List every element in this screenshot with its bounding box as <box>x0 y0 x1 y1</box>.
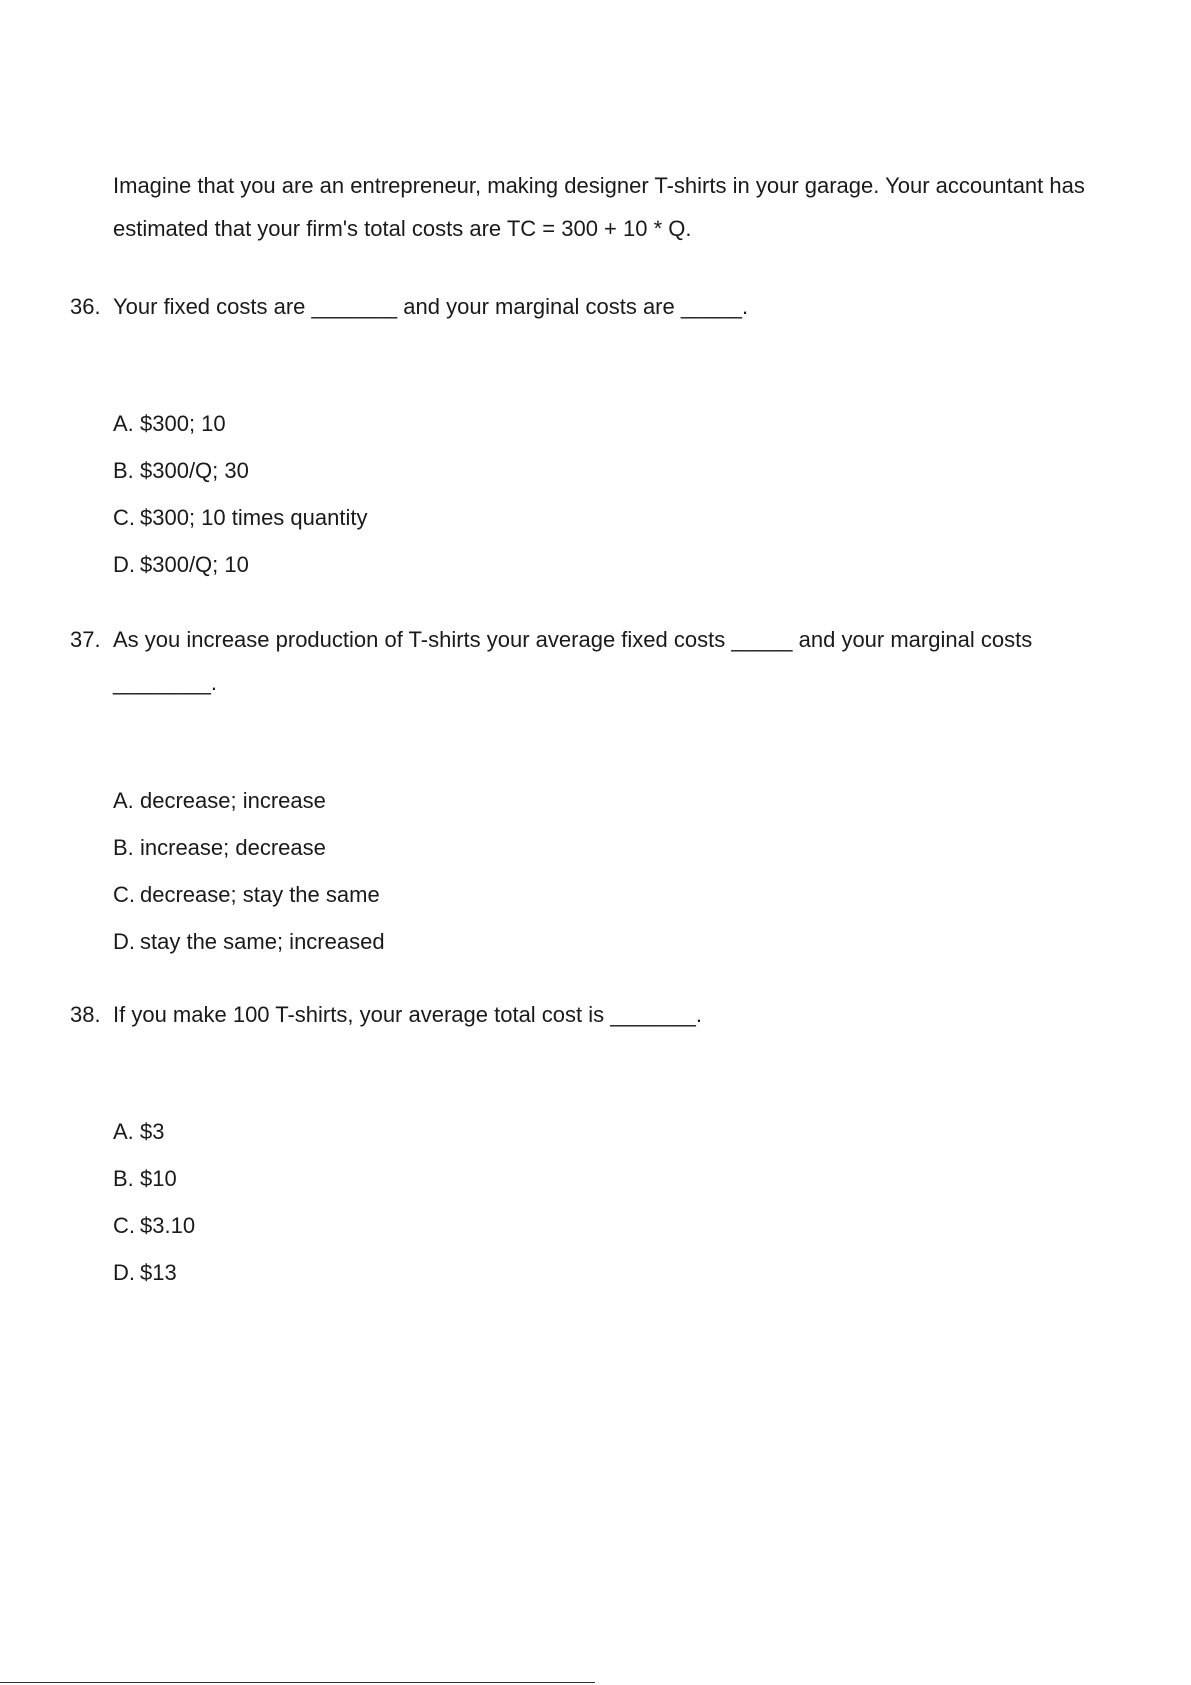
option-text: $300; 10 <box>140 411 226 436</box>
question-number: 38. <box>70 1002 101 1027</box>
option-letter: B. <box>113 458 134 483</box>
footer-rule <box>0 1682 595 1683</box>
answer-options <box>113 400 367 588</box>
question-38 <box>70 993 1120 1285</box>
option-text: $300/Q; 30 <box>140 458 249 483</box>
answer-option <box>113 918 385 965</box>
option-text: stay the same; increased <box>140 929 385 954</box>
question-stem <box>70 993 1120 1036</box>
option-text: $13 <box>140 1260 177 1285</box>
option-text: $300; 10 times quantity <box>140 505 368 530</box>
answer-option <box>113 777 385 824</box>
answer-option <box>113 541 367 588</box>
question-stem <box>70 618 1120 704</box>
question-text: Your fixed costs are _______ and your marginal costs are _____. <box>113 294 749 319</box>
answer-option <box>113 824 385 871</box>
option-letter: D. <box>113 929 135 954</box>
answer-options <box>113 777 385 965</box>
answer-option <box>113 1202 195 1249</box>
option-letter: C. <box>113 505 135 530</box>
option-text: $3 <box>140 1119 165 1144</box>
answer-option <box>113 1155 195 1202</box>
answer-option <box>113 1108 195 1155</box>
question-text: As you increase production of T-shirts your average fixed costs _____ and your marginal costs ________. <box>113 627 1033 695</box>
option-text: decrease; increase <box>140 788 326 813</box>
question-37 <box>70 618 1120 954</box>
option-text: $3.10 <box>140 1213 196 1238</box>
option-letter: A. <box>113 788 134 813</box>
option-letter: C. <box>113 882 135 907</box>
question-stem <box>70 285 1120 328</box>
answer-option <box>113 494 367 541</box>
answer-option <box>113 400 367 447</box>
question-number: 37. <box>70 627 101 652</box>
option-letter: D. <box>113 552 135 577</box>
option-text: increase; decrease <box>140 835 326 860</box>
option-letter: B. <box>113 1166 134 1191</box>
answer-options <box>113 1108 195 1296</box>
option-text: $10 <box>140 1166 177 1191</box>
question-text: If you make 100 T-shirts, your average total cost is _______. <box>113 1002 703 1027</box>
answer-option <box>113 871 385 918</box>
option-letter: D. <box>113 1260 135 1285</box>
option-letter: B. <box>113 835 134 860</box>
option-text: decrease; stay the same <box>140 882 380 907</box>
answer-option <box>113 447 367 494</box>
option-letter: A. <box>113 411 134 436</box>
option-letter: C. <box>113 1213 135 1238</box>
question-36 <box>70 285 1120 577</box>
intro-paragraph: Imagine that you are an entrepreneur, making designer T-shirts in your garage. Your accountant has estimated that your firm's total costs are TC = 300 + 10 * Q. <box>113 173 1085 241</box>
answer-option <box>113 1249 195 1296</box>
option-text: $300/Q; 10 <box>140 552 249 577</box>
option-letter: A. <box>113 1119 134 1144</box>
question-number: 36. <box>70 294 101 319</box>
